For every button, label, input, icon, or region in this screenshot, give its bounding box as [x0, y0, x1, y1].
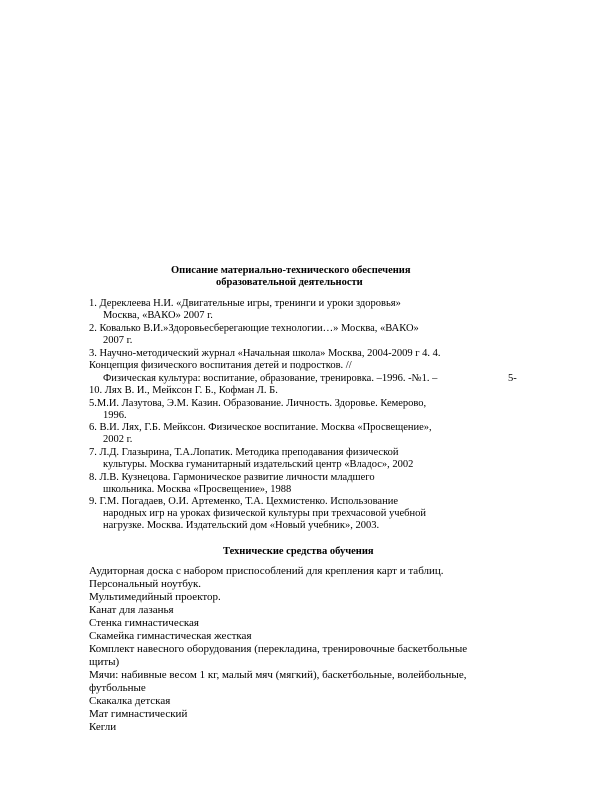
reference-line: 1. Дереклеева Н.И. «Двигательные игры, тренинги и уроки здоровья» [89, 298, 401, 309]
reference-line: 10. Лях В. И., Мейксон Г. Б., Кофман Л. Б. [89, 385, 278, 396]
equipment-line: Аудиторная доска с набором приспособлений для крепления карт и таблиц. [89, 565, 444, 577]
reference-line: 2002 г. [103, 434, 133, 445]
reference-line: 5- [508, 373, 517, 384]
equipment-line: Канат для лазанья [89, 604, 174, 616]
reference-line: 2. Ковалько В.И.»Здоровьесберегающие технологии…» Москва, «ВАКО» [89, 323, 419, 334]
section-title-line-2: образовательной деятельности [216, 277, 363, 288]
reference-line: нагрузке. Москва. Издательский дом «Новый учебник», 2003. [103, 520, 380, 531]
equipment-line: щиты) [89, 656, 120, 668]
reference-line: 8. Л.В. Кузнецова. Гармоническое развитие личности младшего [89, 472, 375, 483]
reference-line: Москва, «ВАКО» 2007 г. [103, 310, 213, 321]
equipment-line: Комплект навесного оборудования (перекладина, тренировочные баскетбольные [89, 643, 468, 655]
reference-line: 5.М.И. Лазутова, Э.М. Казин. Образование. Личность. Здоровье. Кемерово, [89, 398, 427, 409]
reference-line: 9. Г.М. Погадаев, О.И. Артеменко, Т.А. Цехмистенко. Использование [89, 496, 398, 507]
reference-line: Физическая культура: воспитание, образование, тренировка. –1996. -№1. – [103, 373, 438, 384]
equipment-line: Стенка гимнастическая [89, 617, 199, 629]
equipment-line: Мячи: набивные весом 1 кг, малый мяч (мягкий), баскетбольные, волейбольные, [89, 669, 467, 681]
equipment-line: Мультимедийный проектор. [89, 591, 221, 603]
reference-line: 7. Л.Д. Глазырина, Т.А.Лопатик. Методика преподавания физической [89, 447, 399, 458]
equipment-line: Скакалка детская [89, 695, 171, 707]
reference-line: 1996. [103, 410, 127, 421]
reference-line: Концепция физического воспитания детей и подростков. // [89, 360, 352, 371]
section-title-line-1: Описание материально-технического обеспечения [171, 265, 411, 276]
equipment-line: Персональный ноутбук. [89, 578, 202, 590]
reference-line: школьника. Москва «Просвещение», 1988 [103, 484, 292, 495]
reference-line: народных игр на уроках физической культуры при трехчасовой учебной [103, 508, 426, 519]
equipment-line: футбольные [89, 682, 146, 694]
equipment-line: Кегли [89, 721, 117, 733]
equipment-line: Мат гимнастический [89, 708, 188, 720]
reference-line: 6. В.И. Лях, Г.Б. Мейксон. Физическое воспитание. Москва «Просвещение», [89, 422, 432, 433]
section-title-technical: Технические средства обучения [223, 546, 374, 557]
reference-line: 2007 г. [103, 335, 133, 346]
reference-line: 3. Научно-методический журнал «Начальная школа» Москва, 2004-2009 г 4. 4. [89, 348, 441, 359]
equipment-line: Скамейка гимнастическая жесткая [89, 630, 252, 642]
reference-line: культуры. Москва гуманитарный издательский центр «Владос», 2002 [103, 459, 414, 470]
